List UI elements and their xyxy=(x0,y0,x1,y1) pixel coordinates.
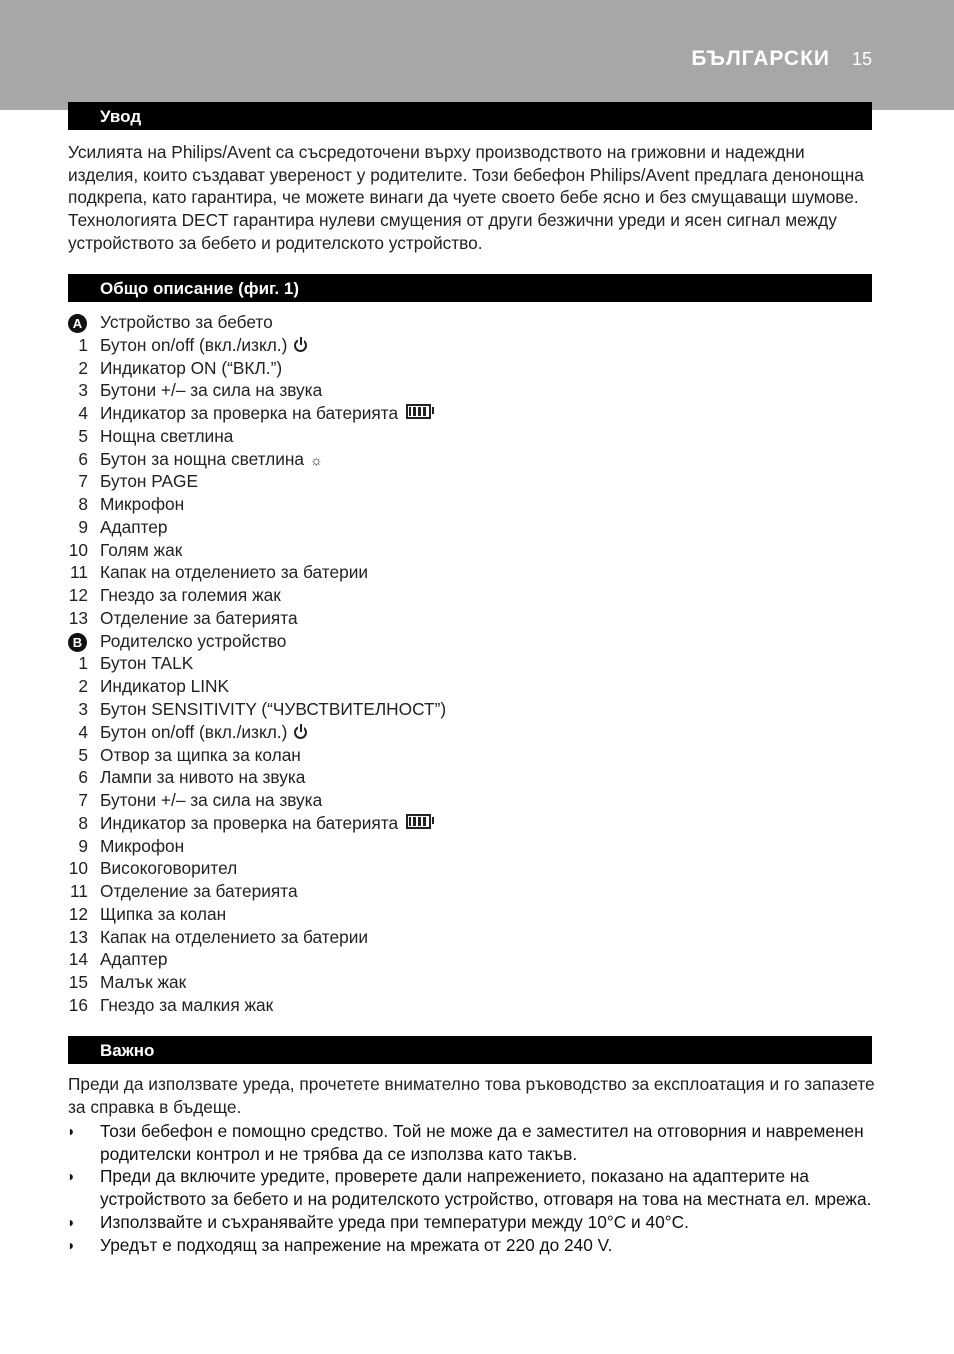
item-text xyxy=(100,835,184,858)
item-text xyxy=(100,926,368,949)
list-item xyxy=(0,561,954,584)
item-number: 5 xyxy=(78,425,88,446)
item-text xyxy=(100,675,229,698)
section-heading-intro: Увод xyxy=(68,102,872,130)
item-number: 12 xyxy=(68,903,88,924)
item-label: Щипка за колан xyxy=(100,903,227,924)
item-label: Отделение за батерията xyxy=(100,607,298,628)
item-label: Отделение за батерията xyxy=(100,881,298,902)
list-item xyxy=(0,470,954,493)
item-label: Нощна светлина xyxy=(100,425,234,446)
item-label: Бутон TALK xyxy=(100,653,194,674)
description-list xyxy=(0,311,954,1017)
list-item xyxy=(0,880,954,903)
item-number: 7 xyxy=(78,471,88,492)
item-text xyxy=(100,493,184,516)
item-label: Бутон за нощна светлина xyxy=(100,448,305,469)
bullet-text: Използвайте и съхранявайте уреда при температури между 10°C и 40°C. xyxy=(100,1211,689,1232)
bullet-icon: ◗ xyxy=(67,1236,76,1253)
item-number: 1 xyxy=(78,334,88,355)
item-text xyxy=(100,880,298,903)
list-item xyxy=(0,311,954,334)
item-number: 16 xyxy=(68,994,88,1015)
bullet-icon: ◗ xyxy=(67,1123,76,1139)
item-label: Капак на отделението за батерии xyxy=(100,926,369,947)
item-number: 15 xyxy=(68,972,88,993)
item-text xyxy=(100,652,193,675)
item-number: 9 xyxy=(78,835,88,856)
item-label: Микрофон xyxy=(100,835,185,856)
bullet-text: Преди да включите уредите, проверете дали напрежението, показано на адаптерите на устройството за бебето и на родителското устройство, отговаря на това на местната ел. мрежа. xyxy=(100,1166,872,1210)
item-label: Адаптер xyxy=(100,516,168,537)
item-text xyxy=(100,630,286,653)
list-item xyxy=(0,789,954,812)
item-number: 9 xyxy=(78,516,88,537)
bullet-item xyxy=(0,1234,954,1257)
list-item xyxy=(0,675,954,698)
item-number: 8 xyxy=(78,494,88,515)
item-label: Лампи за нивото на звука xyxy=(100,767,306,788)
item-text xyxy=(100,698,446,721)
night-light-icon: ☼ xyxy=(310,451,323,468)
item-text xyxy=(100,357,282,380)
battery-icon xyxy=(406,404,431,419)
item-label: Родителско устройство xyxy=(100,630,287,651)
list-item xyxy=(0,994,954,1017)
page-header xyxy=(0,0,954,110)
item-number: 12 xyxy=(68,585,88,606)
list-item xyxy=(0,652,954,675)
list-item xyxy=(0,402,954,425)
bullet-icon: ◗ xyxy=(67,1168,76,1185)
item-text xyxy=(100,857,237,880)
item-label: Индикатор за проверка на батерията xyxy=(100,812,399,833)
language-heading: БЪЛГАРСКИ xyxy=(691,47,830,70)
item-text xyxy=(100,402,431,425)
list-item xyxy=(0,766,954,789)
list-item xyxy=(0,971,954,994)
item-number: 3 xyxy=(78,699,88,720)
item-text xyxy=(100,584,281,607)
item-text xyxy=(100,744,301,767)
item-number: 11 xyxy=(70,562,88,583)
page-number: 15 xyxy=(852,49,873,69)
item-label: Адаптер xyxy=(100,949,168,970)
list-item xyxy=(0,357,954,380)
item-text xyxy=(100,516,168,539)
item-number: 4 xyxy=(78,403,88,424)
important-paragraph: Преди да използвате уреда, прочетете внимателно това ръководство за експлоатация и го запазете за справка в бъдеще. xyxy=(68,1074,875,1117)
intro-paragraph: Усилията на Philips/Avent са съсредоточени върху производството на грижовни и надеждни изделия, които създават увереност у родителите. Този бебефон Philips/Avent предлага денонощна подкрепа, като гарантира, че можете винаги да чуете своето бебе ясно и без смущаващи шумове. Технологията DECT гарантира нулеви смущения от други безжични уреди и ясен сигнал между устройството за бебето и родителското устройство. xyxy=(68,142,864,253)
item-label: Бутони +/– за сила на звука xyxy=(100,790,323,811)
item-label: Отвор за щипка за колан xyxy=(100,744,301,765)
list-item xyxy=(0,379,954,402)
important-bullets xyxy=(0,1120,954,1256)
item-text xyxy=(100,539,182,562)
item-text xyxy=(100,812,431,835)
item-label: Голям жак xyxy=(100,539,183,560)
item-number: 2 xyxy=(78,676,88,697)
item-number: 6 xyxy=(78,448,88,469)
list-item xyxy=(0,448,954,471)
bullet-text: Този бебефон е помощно средство. Той не може да е заместител на отговорния и навременен родителски контрол и не трябва да се използва като такъв. xyxy=(100,1121,864,1164)
item-text xyxy=(100,766,305,789)
item-label: Капак на отделението за батерии xyxy=(100,562,369,583)
item-label: Бутон on/off (вкл./изкл.) xyxy=(100,334,288,355)
list-item xyxy=(0,926,954,949)
section-heading-important: Важно xyxy=(68,1036,872,1064)
item-text xyxy=(100,470,198,493)
item-label: Индикатор ON (“ВКЛ.”) xyxy=(100,357,283,378)
item-number: 2 xyxy=(78,357,88,378)
list-item xyxy=(0,493,954,516)
item-number: 10 xyxy=(68,539,88,560)
item-label: Микрофон xyxy=(100,494,185,515)
bullet-item xyxy=(0,1165,954,1210)
item-label: Бутони +/– за сила на звука xyxy=(100,380,323,401)
item-number: 13 xyxy=(68,607,88,628)
section-marker: A xyxy=(68,314,87,333)
item-text xyxy=(100,903,226,926)
list-item xyxy=(0,334,954,357)
item-number: 1 xyxy=(78,653,88,674)
power-icon xyxy=(294,726,307,739)
item-text xyxy=(100,789,322,812)
item-text xyxy=(100,311,273,334)
item-label: Високоговорител xyxy=(100,858,238,879)
bullet-item xyxy=(0,1120,954,1165)
bullet-icon: ◗ xyxy=(67,1213,76,1230)
bullet-text: Уредът е подходящ за напрежение на мрежата от 220 до 240 V. xyxy=(100,1234,613,1255)
item-number: 8 xyxy=(78,812,88,833)
item-label: Малък жак xyxy=(100,972,187,993)
list-item xyxy=(0,607,954,630)
section-heading-description: Общо описание (фиг. 1) xyxy=(68,274,872,302)
item-number: 6 xyxy=(78,767,88,788)
item-label: Бутон on/off (вкл./изкл.) xyxy=(100,721,288,742)
item-number: 3 xyxy=(78,380,88,401)
list-item xyxy=(0,539,954,562)
item-label: Устройство за бебето xyxy=(100,312,273,332)
item-label: Гнездо за големия жак xyxy=(100,585,281,606)
item-text xyxy=(100,379,322,402)
item-text xyxy=(100,448,323,472)
item-text xyxy=(100,948,168,971)
item-number: 5 xyxy=(78,744,88,765)
list-item xyxy=(0,584,954,607)
list-item xyxy=(0,744,954,767)
battery-icon xyxy=(406,814,431,829)
item-number: 11 xyxy=(70,881,88,902)
item-text xyxy=(100,721,307,744)
item-label: Индикатор LINK xyxy=(100,676,230,697)
list-item xyxy=(0,425,954,448)
item-number: 14 xyxy=(68,949,88,970)
item-label: Бутон SENSITIVITY (“ЧУВСТВИТЕЛНОСТ”) xyxy=(100,699,447,720)
item-number: 4 xyxy=(78,721,88,742)
item-text xyxy=(100,971,186,994)
list-item xyxy=(0,698,954,721)
power-icon xyxy=(294,339,307,352)
item-number: 13 xyxy=(68,926,88,947)
list-item xyxy=(0,630,954,653)
section-marker: B xyxy=(68,633,87,652)
item-text xyxy=(100,607,298,630)
item-label: Гнездо за малкия жак xyxy=(100,994,274,1015)
list-item xyxy=(0,857,954,880)
item-text xyxy=(100,425,233,448)
list-item xyxy=(0,516,954,539)
list-item xyxy=(0,835,954,858)
list-item xyxy=(0,812,954,835)
item-number: 10 xyxy=(68,858,88,879)
item-label: Индикатор за проверка на батерията xyxy=(100,403,399,424)
bullet-item xyxy=(0,1211,954,1234)
list-item xyxy=(0,948,954,971)
list-item xyxy=(0,903,954,926)
item-number: 7 xyxy=(78,790,88,811)
item-label: Бутон PAGE xyxy=(100,471,199,492)
item-text xyxy=(100,994,273,1017)
item-text xyxy=(100,561,368,584)
item-text xyxy=(100,334,307,357)
list-item xyxy=(0,721,954,744)
